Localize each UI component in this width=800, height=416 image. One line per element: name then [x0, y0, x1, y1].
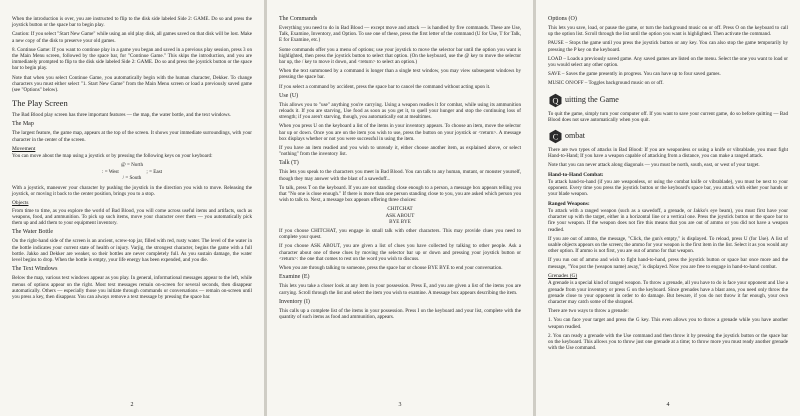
manual-page-4	[536, 0, 800, 416]
talk-paragraph-1: This lets you speak to the characters you meet in Bad Blood. You can talk to any human, mutant, or monster yourself, though they may answer with the blast of a sawedoff...	[279, 169, 521, 182]
intro-paragraph: When the introduction is over, you are instructed to flip to the disk side labeled Side 2: GAME. Do so and press the joystick button or the space bar to begin play.	[12, 16, 252, 29]
quitting-heading: uitting the Game	[565, 95, 619, 105]
grenades-heading: Grenades (G)	[548, 272, 578, 279]
ranged-paragraph-2: If you are out of ammo, the message, "Click, the gun's empty," is displayed. To reload, press U (for Use). A list of usable objects appears on the screen; the ammo for your weapon is the first item in the list. Select it as you would any other option. If ammo is not first, you are out of ammo for that weapon.	[548, 235, 788, 255]
use-paragraph-1: This allows you to "use" anything you're carrying. Using a weapon readies it for combat, while using its ammunition reloads it. If you are starving, Use food as soon as you get it, to quell your hunger and stop the continuing loss of strength; if you aren't starving, though, you automatically eat at mealtimes.	[279, 101, 521, 121]
character-note-paragraph: Note that when you select Continue Game, you automatically begin with the human character, Dekker. To change characters you must either select "1. Start New Game" from the Main Menu screen or load a previously saved game (see "Options" below).	[12, 74, 252, 94]
commands-paragraph-1: Everything you need to do in Bad Blood — except move and attack — is handled by five commands. These are Use, Talk, Examine, Inventory, and Option. To use one of these, press the first letter of the command (U for Use, T for Talk, E for Examine, etc.)	[279, 25, 521, 44]
ranged-paragraph-1: To attack with a ranged weapon (such as a sawedoff, a grenade, or Jakko's eye beam), you must first have your character up with the target, either in a horizontal line or a vertical one. Press the joystick button or the space bar to fire your weapon. If the weapon does not fire this means that you are out of ammo or you did not have a weapon readied.	[548, 208, 788, 233]
hand-to-hand-paragraph: To attack hand-to-hand (if you are weaponless, or using the combat knife or vibrablade), you must be next to your opponent. Every time you press the joystick button or the keyboard's space bar, you attack with either your hands or your blade weapon.	[548, 179, 788, 198]
quitting-paragraph: To quit the game, simply turn your computer off. If you want to save your current game, do so before quitting — Bad Blood does not save automatically when you quit.	[548, 110, 788, 123]
movement-keys	[102, 162, 162, 181]
objects-paragraph: From time to time, as you explore the world of Bad Blood, you will come across useful items and artifacts, such as weapons, food, and ammunition. To pick up such items, move your character over them — you automatically pick them up and add them to your equipment inventory.	[12, 207, 252, 227]
talk-paragraph-4: If you choose ASK ABOUT, you are given a list of clues you have collected by talking to other people. Ask a character about one of these clues by moving the selector bar up or down and pressing your joystick button or <return>: the one that comes to rest on the word you wish to discuss.	[279, 243, 521, 262]
grenades-paragraph-3: 1. You can face your target and press the G key. This even allows you to throw a grenade while you have another weapon readied.	[548, 317, 788, 330]
options-heading: Options (O)	[548, 16, 577, 22]
svg-text:C: C	[552, 132, 559, 142]
manual-page-3	[267, 0, 533, 416]
options-save: SAVE – Saves the game presently in progress. You can have up to four saved games.	[548, 71, 721, 78]
objects-heading: Objects	[12, 200, 29, 207]
water-bottle-paragraph: On the right-hand side of the screen is an ancient, screw-top jar, filled with red, rusty water. The level of the water in the bottle indicates your current state of health or injury. Varjig, the strongest character, begins the game with a full bottle. Jakko and Dekker are weaker, so their bottles are never completely full. As you sustain damage, the water level begins to drop. When the bottle is empty, your life energy has been expended, and you die.	[12, 238, 252, 264]
manual-page-2	[0, 0, 264, 416]
key-north: @ = North	[121, 162, 143, 169]
play-screen-paragraph: The Bad Blood play screen has three important features — the map, the water bottle, and the text windows.	[12, 112, 231, 119]
grenades-paragraph-1: A grenade is a special kind of ranged weapon. To throw a grenade, all you have to do is face your opponent and Use a grenade from your inventory or press G on the keyboard. Since grenades have a blast area, you need only throw the grenade close to your opponent in order to do damage. But beware, if you do not throw it far enough, your own character may catch some of the shrapnel.	[548, 280, 789, 305]
ranged-weapons-heading: Ranged Weapons:	[548, 200, 590, 207]
options-pause: PAUSE – Stops the game until you press the joystick button or any key. You can also stop the game temporarily by pressing the P key on the keyboard.	[548, 40, 788, 53]
use-heading: Use (U)	[279, 92, 299, 99]
options-load: LOAD – Loads a previously saved game. Any saved games are listed on the menu. Select the one you want to load or you would select any other option.	[548, 55, 788, 69]
talk-options	[279, 206, 521, 225]
options-paragraph-1: This lets you save, load, or pause the game, or turn the background music on or off. Press O on the keyboard to call up the option list. Scroll through the list until the option you want is highlighted. Then activate the command.	[548, 25, 788, 38]
quitting-title	[548, 93, 788, 108]
combat-paragraph-2: Note that you can never attack along diagonals — you must be north, south, east, or west of your target.	[548, 162, 760, 169]
inventory-heading: Inventory (I)	[279, 298, 310, 305]
commands-paragraph-4: If you select a command by accident, press the space bar to cancel the command without acting upon it.	[279, 83, 491, 90]
talk-option-ask-about: ASK ABOUT	[385, 212, 415, 219]
caution-paragraph: Caution: If you select "Start New Game" while using an old play disk, all games saved on that disk will be lost. Make a new copy of the disk to preserve your old games.	[12, 31, 252, 44]
grenades-paragraph-4: 2. You can ready a grenade with the Use command and then throw it by pressing the joystick button or the space bar on the keyboard. This allows you to throw just one grenade at a time; to throw more you must ready another grenade with the Use command.	[548, 332, 788, 352]
talk-heading: Talk (T)	[279, 160, 299, 167]
hexagon-q-icon	[548, 93, 563, 108]
key-east: ; = East	[146, 168, 162, 175]
options-music: MUSIC ON/OFF – Toggles background music on or off.	[548, 80, 664, 87]
hexagon-c-icon	[548, 129, 563, 144]
svg-text:Q: Q	[552, 96, 559, 106]
map-heading: The Map	[12, 121, 34, 128]
text-windows-paragraph: Below the map, various text windows appear as you play. In general, informational messages appear to the left, while menus of options appear on the right. Most text messages remain on-screen for several seconds, then disappear automatically. Others — especially those you initiate through commands or conversations — remain on-screen until you press a key, then disappear. You can always remove a text message by pressing the space bar.	[12, 275, 252, 300]
map-paragraph: The largest feature, the game map, appears at the top of the screen. It shows your immediate surroundings, with your character in the center of the screen.	[12, 130, 252, 143]
page-number: 4	[666, 402, 670, 408]
hand-to-hand-heading: Hand-to-Hand Combat:	[548, 171, 604, 178]
inventory-paragraph: This calls up a complete list of the items in your possession. Press I on the keyboard and your list, complete with the quantity of such items as food and ammunition, appears.	[279, 307, 521, 320]
movement-paragraph: You can move about the map using a joystick or by pressing the following keys on your keyboard:	[12, 153, 213, 160]
movement-heading: Movement	[12, 145, 36, 152]
water-bottle-heading: The Water Bottle	[12, 229, 54, 236]
key-west: : = West	[102, 168, 119, 175]
use-paragraph-3: If you have an item readied and you wish to unready it, either choose another item, as explained above, or select "nothing" from the inventory list.	[279, 145, 521, 158]
use-paragraph-2: When you press U on the keyboard a list of the items in your inventory appears. To choose an item, move the selector bar up or down. Once you are on the item you wish to use, press the button on your joystick or <return>. A message box displays whether or not you were successful in using the item.	[279, 123, 521, 142]
talk-paragraph-5: When you are through talking to someone, press the space bar or choose BYE BYE to end your conversation.	[279, 265, 503, 272]
combat-heading: ombat	[565, 131, 585, 141]
grenades-paragraph-2: There are two ways to throw a grenade:	[548, 308, 629, 315]
ranged-paragraph-3: If you run out of ammo and wish to fight hand-to-hand, press the joystick button or space bar once more and the message, "You put the (weapon name) away," is displayed. Now you are free to engage in hand-to-hand combat.	[548, 257, 788, 270]
talk-paragraph-3: If you choose CHITCHAT, you engage in small talk with other characters. This may provide clues you need to complete your quest.	[279, 228, 521, 241]
talk-option-bye-bye: BYE BYE	[389, 218, 411, 225]
key-south: / = South	[122, 174, 142, 181]
combat-title	[548, 129, 788, 144]
examine-paragraph: This lets you take a closer look at any item in your possession. Press E, and you are given a list of the items you are carrying. Scroll through the list and select the item you wish to examine. A message box appears describing the item.	[279, 283, 521, 296]
page-number: 2	[130, 402, 134, 408]
continue-game-paragraph: 8. Continue Game: If you want to continue play in a game you began and saved in a previous play session, press 3 on the Main Menu screen, followed by the space bar, for "Continue Game." This skips the introduction, and you are immediately prompted to flip to the disk side labeled Side 2: GAME. Do so and press the joystick button or the space bar to begin play.	[12, 46, 252, 72]
page-number: 3	[398, 402, 402, 408]
play-screen-heading: The Play Screen	[12, 98, 68, 109]
text-windows-heading: The Text Windows	[12, 266, 58, 273]
talk-paragraph-2: To talk, press T on the keyboard. If you are not standing close enough to a person, a message box appears telling you that "No one is close enough." If there is more than one person standing close to you, you are asked which person you wish to talk to. Next, a message box appears offering three choices:	[279, 184, 521, 204]
combat-paragraph-1: There are two types of attacks in Bad Blood: If you are weaponless or using a knife or vibrablade, you must fight Hand-to-Hand; If you have a weapon capable of attacking from a distance, you can make a ranged attack.	[548, 147, 788, 160]
commands-paragraph-3: When the text summoned by a command is longer than a single text window, you may view subsequent windows by pressing the space bar.	[279, 68, 521, 81]
talk-option-chitchat: CHITCHAT	[387, 206, 413, 213]
joystick-paragraph: With a joystick, maneuver your character by pushing the joystick in the direction you wish to move. Releasing the joystick, or moving it back to the center position, brings you to a stop.	[12, 185, 252, 198]
examine-heading: Examine (E)	[279, 274, 310, 281]
commands-heading: The Commands	[279, 16, 318, 22]
commands-paragraph-2: Some commands offer you a menu of options; use your joystick to move the selector bar until the option you want is highlighted, then press the joystick button to select that option. (On the keyboard, use the @ key to move the selector bar up, the / key to move it down, and <return> to select an option.)	[279, 46, 521, 66]
